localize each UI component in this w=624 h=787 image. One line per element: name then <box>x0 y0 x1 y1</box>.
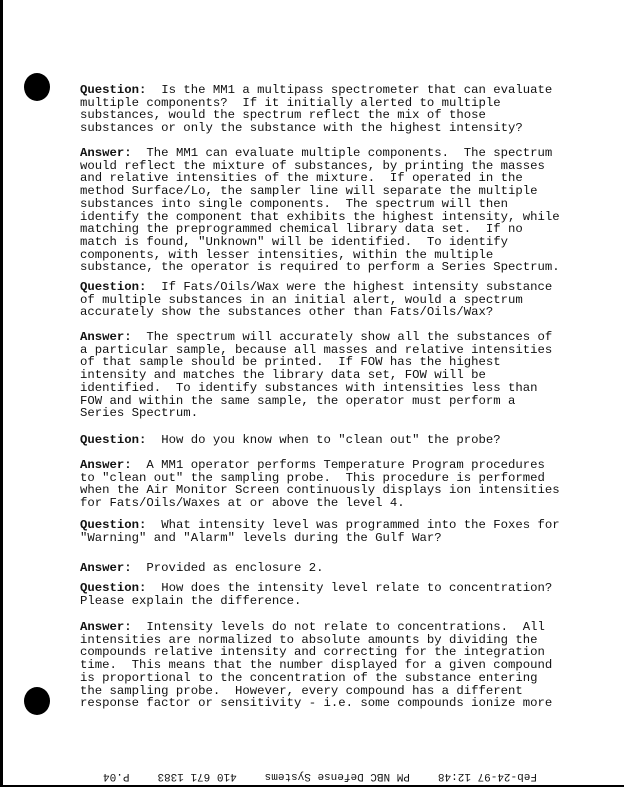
line-text: Please explain the difference. <box>80 593 302 608</box>
line-text: Is the MM1 a multipass spectrometer that can evaluate <box>161 83 553 97</box>
line-text: of that sample should be printed. If FOW has the highest <box>80 355 501 370</box>
answer-paragraph <box>80 562 324 575</box>
line-text: method Surface/Lo, the sampler line will separate the multiple <box>80 184 538 199</box>
line-text: The spectrum will accurately show all the substances of <box>146 330 553 344</box>
text-line <box>80 562 324 575</box>
line-text: would reflect the mixture of substances, by printing the masses <box>80 158 545 173</box>
paragraph-label: Question: <box>80 83 147 97</box>
line-text: The MM1 can evaluate multiple components. The spectrum <box>146 146 553 160</box>
line-text: substances into single components. The spectrum will then <box>80 196 509 211</box>
line-text: substances, would the spectrum reflect the mix of those <box>80 108 486 123</box>
line-text: is proportional to the concentration of the substance entering <box>80 670 538 685</box>
line-text: components, with lesser intensities, within the multiple <box>80 247 494 262</box>
text-line <box>80 122 552 135</box>
question-paragraph <box>80 582 552 607</box>
line-text: intensities are normalized to absolute amounts by dividing the <box>80 632 538 647</box>
paragraph-label: Answer: <box>80 620 132 634</box>
line-text: What intensity level was programmed into the Foxes for <box>161 518 560 532</box>
text-line <box>80 407 552 420</box>
line-text: If Fats/Oils/Wax were the highest intensity substance <box>161 280 553 294</box>
answer-paragraph <box>80 459 560 510</box>
fax-page: P.04 <box>103 770 130 782</box>
answer-paragraph <box>80 621 552 710</box>
line-text: "Warning" and "Alarm" levels during the Gulf War? <box>80 530 442 545</box>
text-line <box>80 306 552 319</box>
binder-hole-bottom <box>24 687 50 715</box>
line-text: matching the preprogrammed chemical library data set. If no <box>80 222 523 237</box>
line-text: intensity and matches the library data set, FOW will be <box>80 368 486 383</box>
line-text: and relative intensities of the mixture. If operated in the <box>80 171 523 186</box>
question-paragraph <box>80 519 560 544</box>
line-text: the sampling probe. However, every compound has a different <box>80 683 523 698</box>
line-text: Provided as enclosure 2. <box>146 561 324 575</box>
answer-paragraph <box>80 331 552 420</box>
line-text: response factor or sensitivity - i.e. some compounds ionize more <box>80 696 553 711</box>
line-text: to "clean out" the sampling probe. This procedure is performed <box>80 470 545 485</box>
text-line <box>80 697 552 710</box>
line-text: accurately show the substances other than Fats/Oils/Wax? <box>80 305 494 320</box>
line-text: Series Spectrum. <box>80 406 199 421</box>
line-text: How do you know when to "clean out" the probe? <box>161 433 501 447</box>
paragraph-label: Question: <box>80 280 147 294</box>
text-line <box>80 532 560 545</box>
fax-date: Feb-24-97 12:48 <box>437 770 537 782</box>
line-text: of multiple substances in an initial alert, would a spectrum <box>80 292 523 307</box>
line-text: multiple components? If it initially alerted to multiple <box>80 95 501 110</box>
line-text: compounds relative intensity and correcting for the integration <box>80 645 545 660</box>
line-text: substance, the operator is required to perform a Series Spectrum. <box>80 260 560 275</box>
line-text: identified. To identify substances with intensities less than <box>80 380 538 395</box>
line-text: FOW and within the same sample, the operator must perform a <box>80 393 516 408</box>
line-text: time. This means that the number displayed for a given compound <box>80 658 553 673</box>
line-text: substances or only the substance with the highest intensity? <box>80 121 523 136</box>
scan-edge <box>0 0 3 787</box>
question-paragraph <box>80 434 501 447</box>
text-line <box>80 261 560 274</box>
question-paragraph <box>80 84 552 135</box>
line-text: a particular sample, because all masses and relative intensities <box>80 342 553 357</box>
binder-hole-top <box>24 73 50 101</box>
question-paragraph <box>80 281 552 319</box>
text-line <box>80 497 560 510</box>
paragraph-label: Question: <box>80 581 147 595</box>
paragraph-label: Question: <box>80 433 147 447</box>
paragraph-label: Answer: <box>80 146 132 160</box>
paragraph-label: Question: <box>80 518 147 532</box>
line-text: A MM1 operator performs Temperature Program procedures <box>146 458 545 472</box>
line-text: match is found, "Unknown" will be identified. To identify <box>80 234 509 249</box>
fax-sender: PM NBC Defense Systems <box>264 770 410 782</box>
line-text: How does the intensity level relate to concentration? <box>161 581 553 595</box>
answer-paragraph <box>80 147 560 274</box>
line-text: Intensity levels do not relate to concentrations. All <box>146 620 545 634</box>
line-text: for Fats/Oils/Waxes at or above the level 4. <box>80 496 405 511</box>
line-text: when the Air Monitor Screen continuously displays ion intensities <box>80 483 560 498</box>
paragraph-label: Answer: <box>80 330 132 344</box>
line-text: identify the component that exhibits the highest intensity, while <box>80 209 560 224</box>
fax-phone: 410 671 1383 <box>157 770 237 782</box>
paragraph-label: Answer: <box>80 561 132 575</box>
fax-header-upside-down <box>60 770 580 782</box>
paragraph-label: Answer: <box>80 458 132 472</box>
text-line <box>80 595 552 608</box>
text-line <box>80 434 501 447</box>
